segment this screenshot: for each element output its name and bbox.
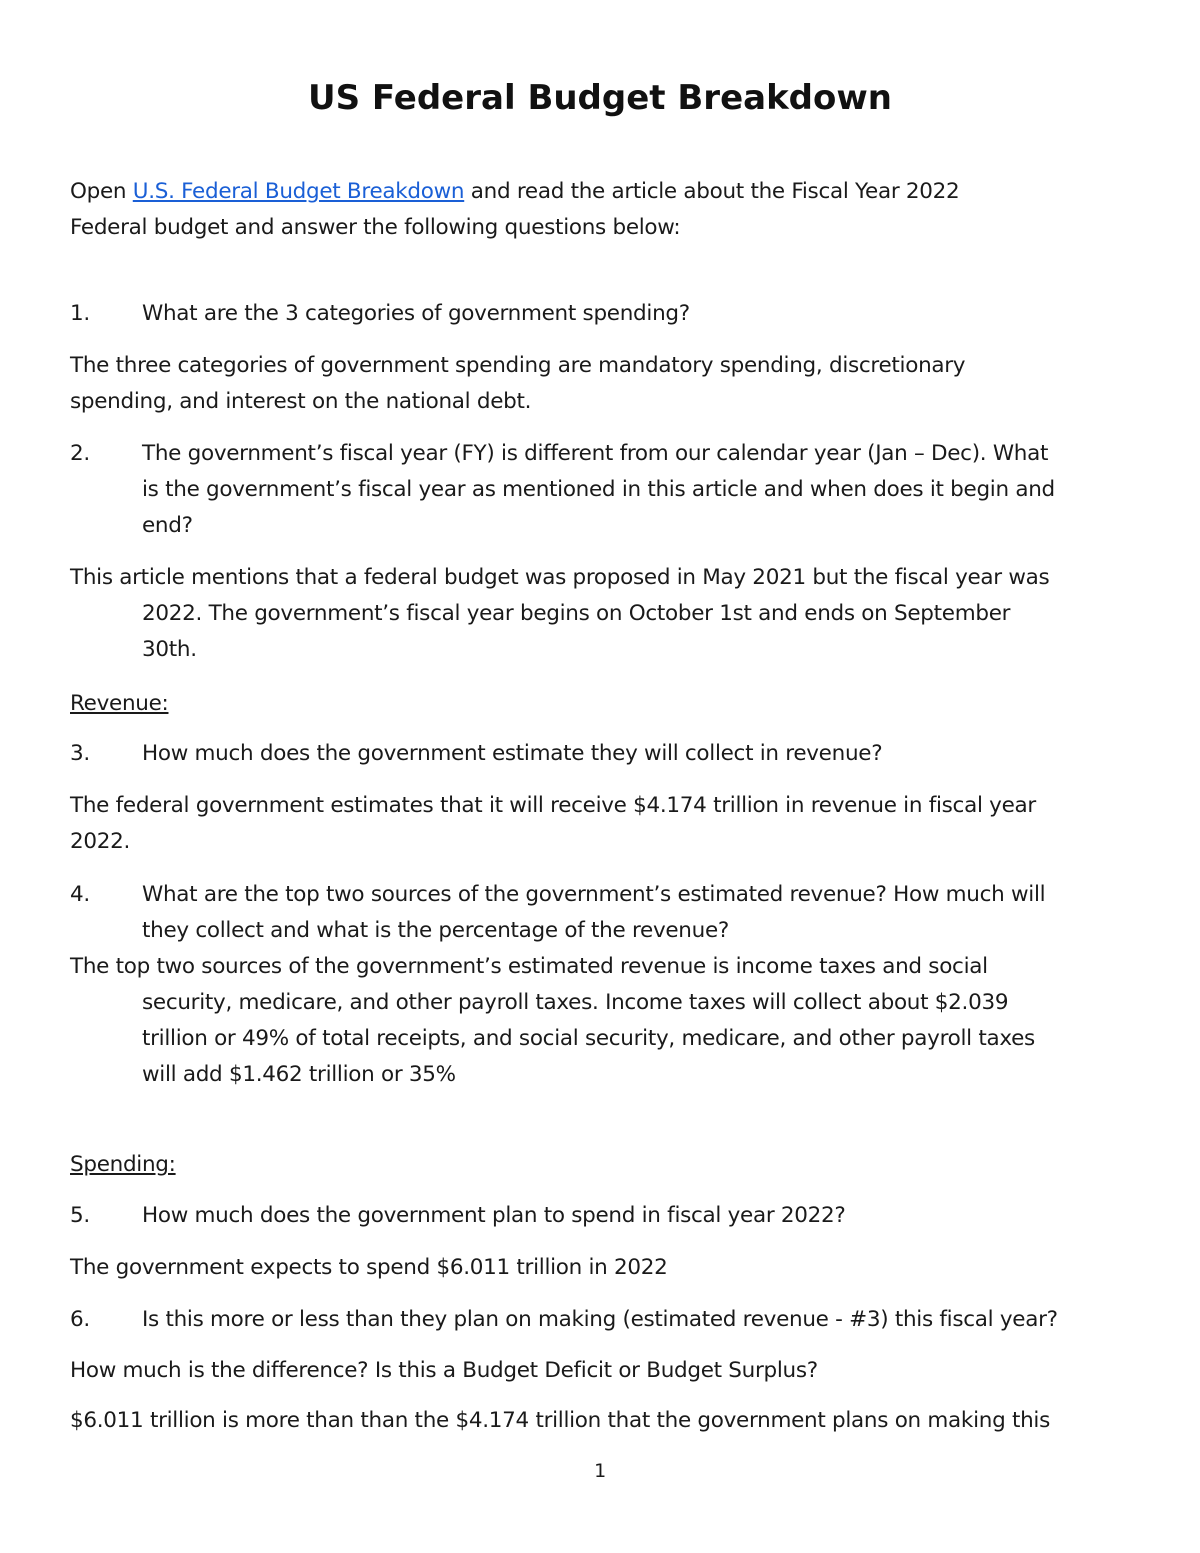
question-number: 1.	[70, 301, 90, 326]
answer-3-line-1: The federal government estimates that it will receive $4.174 trillion in revenue in fiscal year	[70, 793, 1036, 818]
question-number: 6.	[70, 1307, 90, 1332]
answer-2-line-1: This article mentions that a federal budget was proposed in May 2021 but the fiscal year was	[70, 565, 1050, 590]
question-number: 5.	[70, 1203, 90, 1228]
answer-4-line-2: security, medicare, and other payroll taxes. Income taxes will collect about $2.039	[142, 990, 1009, 1015]
question-2-line-3: end?	[142, 513, 193, 538]
answer-1-line-2: spending, and interest on the national debt.	[70, 389, 532, 414]
intro-suffix: and read the article about the Fiscal Year 2022	[464, 179, 960, 204]
question-2-line-2: is the government’s fiscal year as mentioned in this article and when does it begin and	[142, 477, 1055, 502]
revenue-heading: Revenue:	[70, 691, 169, 716]
question-2-line-1: The government’s fiscal year (FY) is different from our calendar year (Jan – Dec). What	[142, 441, 1049, 466]
question-4-line-1: What are the top two sources of the government’s estimated revenue? How much will	[142, 882, 1046, 907]
article-link[interactable]: U.S. Federal Budget Breakdown	[132, 179, 465, 204]
question-6-continued: How much is the difference? Is this a Budget Deficit or Budget Surplus?	[70, 1358, 818, 1383]
question-number: 4.	[70, 882, 90, 907]
question-4-line-2: they collect and what is the percentage of the revenue?	[142, 918, 729, 943]
page-number: 1	[594, 1460, 606, 1482]
question-number: 3.	[70, 741, 90, 766]
question-5: How much does the government plan to spend in fiscal year 2022?	[142, 1203, 846, 1228]
intro-prefix: Open	[70, 179, 133, 204]
answer-3-line-2: 2022.	[70, 829, 131, 854]
answer-4-line-4: will add $1.462 trillion or 35%	[142, 1062, 456, 1087]
answer-2-line-3: 30th.	[142, 637, 197, 662]
intro-paragraph	[70, 174, 959, 210]
answer-2-line-2: 2022. The government’s fiscal year begins on October 1st and ends on September	[142, 601, 1011, 626]
question-number: 2.	[70, 441, 90, 466]
answer-4-line-3: trillion or 49% of total receipts, and social security, medicare, and other payroll taxes	[142, 1026, 1035, 1051]
question-6: Is this more or less than they plan on making (estimated revenue - #3) this fiscal year?	[142, 1307, 1058, 1332]
page-title: US Federal Budget Breakdown	[308, 78, 892, 118]
intro-line-2: Federal budget and answer the following questions below:	[70, 215, 681, 240]
answer-1-line-1: The three categories of government spending are mandatory spending, discretionary	[70, 353, 966, 378]
answer-5: The government expects to spend $6.011 trillion in 2022	[70, 1255, 668, 1280]
answer-6: $6.011 trillion is more than than the $4.174 trillion that the government plans on making this	[70, 1408, 1050, 1433]
spending-heading: Spending:	[70, 1152, 176, 1177]
answer-4-line-1: The top two sources of the government’s estimated revenue is income taxes and social	[70, 954, 988, 979]
question-3: How much does the government estimate they will collect in revenue?	[142, 741, 883, 766]
question-1: What are the 3 categories of government spending?	[142, 301, 690, 326]
